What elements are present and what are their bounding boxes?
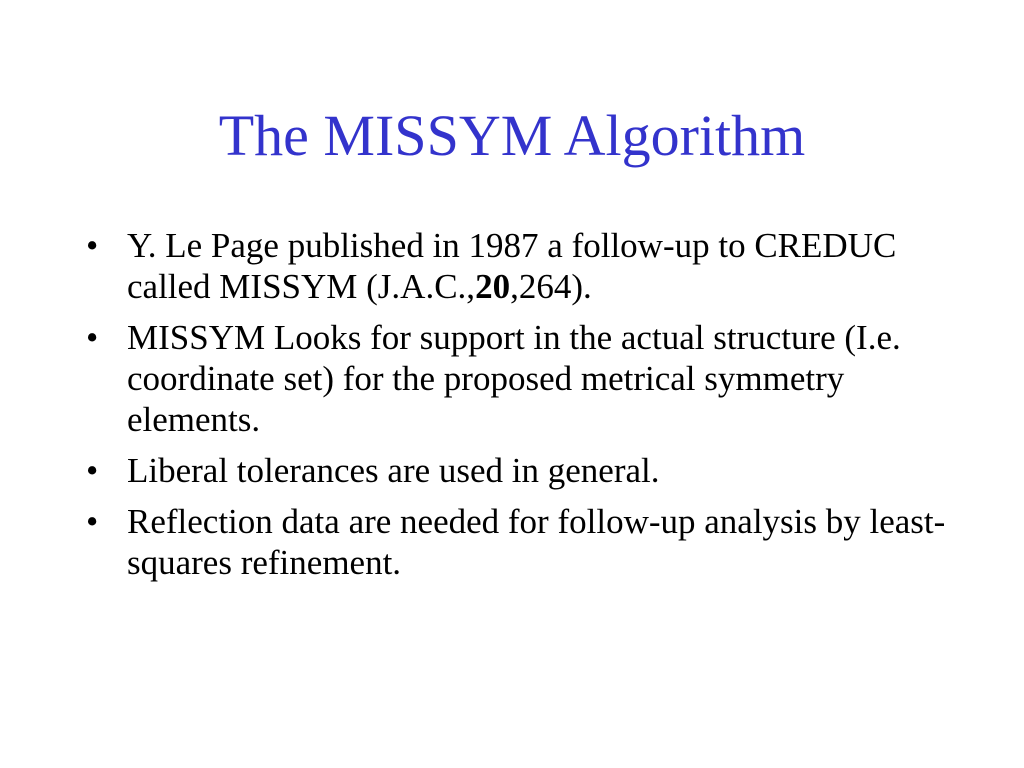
- bullet-text-2: MISSYM Looks for support in the actual structure (I.e. coordinate set) for the proposed metrical symmetry elements.: [127, 318, 901, 439]
- bullet-item-3: [86, 450, 966, 491]
- slide-title: The MISSYM Algorithm: [218, 103, 806, 168]
- bullet-text-1-bold: 20: [475, 267, 511, 306]
- bullet-item-4: [86, 501, 966, 583]
- bullet-list: [86, 225, 966, 593]
- bullet-text-1-post: ,264).: [510, 267, 592, 306]
- bullet-icon: •: [86, 502, 99, 541]
- bullet-text-1-pre: Y. Le Page published in 1987 a follow-up to CREDUC called MISSYM (J.A.C.,: [127, 226, 897, 306]
- bullet-item-2: [86, 317, 966, 440]
- bullet-icon: •: [86, 318, 99, 357]
- bullet-icon: •: [86, 226, 99, 265]
- bullet-text-3: Liberal tolerances are used in general.: [127, 451, 660, 490]
- bullet-item-1: [86, 225, 966, 307]
- bullet-text-4: Reflection data are needed for follow-up analysis by least-squares refinement.: [127, 502, 946, 582]
- bullet-icon: •: [86, 451, 99, 490]
